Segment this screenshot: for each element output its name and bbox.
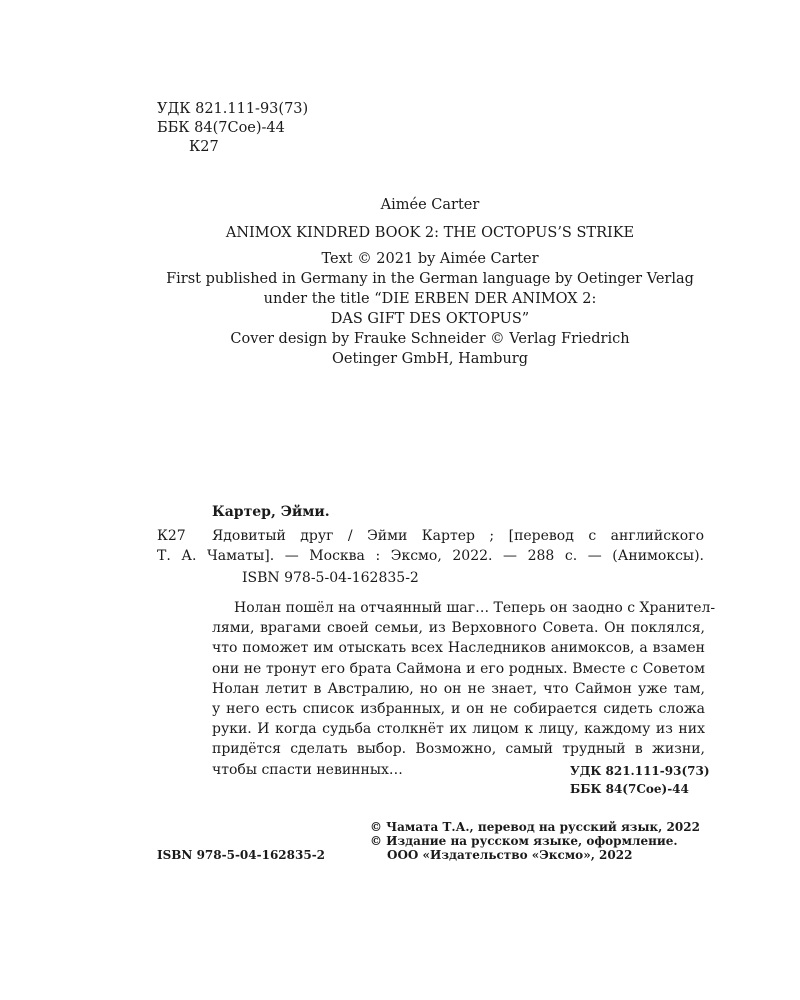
original-author: Aimée Carter <box>380 197 480 213</box>
author-mark: К27 <box>189 139 219 155</box>
udk-code: УДК 821.111-93(73) <box>157 101 309 117</box>
credit-line: Text © 2021 by Aimée Carter <box>321 251 539 267</box>
annotation-line: у него есть список избранных, и он не собирается сидеть сложа <box>212 701 705 718</box>
annotation-line: Нолан пошёл на отчаянный шаг… Теперь он заодно с Хранител- <box>234 600 716 616</box>
annotation-line: лями, врагами своей семьи, из Верховного Совета. Он поклялся, <box>212 620 705 637</box>
annotation-line: что поможет им отыскать всех Наследников анимоксов, а взамен <box>212 640 705 657</box>
isbn-bottom: ISBN 978-5-04-162835-2 <box>157 848 326 862</box>
annotation-line: они не тронут его брата Саймона и его родных. Вместе с Советом <box>212 660 705 677</box>
copyright-translation: © Чамата Т.А., перевод на русский язык, 2022 <box>370 820 700 834</box>
codes-right-block <box>570 762 710 798</box>
classification-block <box>157 100 308 157</box>
biblio-author-heading: Картер, Эйми. <box>212 504 330 520</box>
original-series-title: ANIMOX KINDRED BOOK 2: THE OCTOPUS’S STRIKE <box>225 225 635 241</box>
biblio-isbn: ISBN 978-5-04-162835-2 <box>242 570 419 586</box>
annotation-line: Нолан летит в Австралию, но он не знает, что Саймон уже там, <box>212 680 705 697</box>
biblio-author-mark: К27 <box>157 528 186 544</box>
credit-line: First published in Germany in the German language by Oetinger Verlag <box>166 271 694 287</box>
annotation-paragraph <box>212 598 716 780</box>
english-credits <box>0 195 800 369</box>
annotation-line: руки. И когда судьба столкнёт их лицом к лицу, каждому из них <box>212 721 705 738</box>
annotation-line: чтобы спасти невинных… <box>212 761 403 778</box>
credit-line: under the title “DIE ERBEN DER ANIMOX 2: <box>263 291 597 307</box>
copyright-edition: © Издание на русском языке, оформление. <box>370 834 678 848</box>
udk-code-bold: УДК 821.111-93(73) <box>570 764 710 778</box>
biblio-line: Т. А. Чаматы]. — Москва : Эксмо, 2022. — 288 с. — (Анимоксы). <box>157 548 704 564</box>
credit-line: Cover design by Frauke Schneider © Verlag Friedrich <box>230 331 630 347</box>
annotation-line: придётся сделать выбор. Возможно, самый трудный в жизни, <box>212 741 705 758</box>
copyright-publisher: ООО «Издательство «Эксмо», 2022 <box>387 848 633 862</box>
bbk-code: ББК 84(7Сое)-44 <box>157 120 285 136</box>
bbk-code-bold: ББК 84(7Сое)-44 <box>570 782 689 796</box>
copyright-block <box>370 820 700 862</box>
biblio-line: Ядовитый друг / Эйми Картер ; [перевод с английского <box>212 528 704 544</box>
credit-line: DAS GIFT DES OKTOPUS” <box>330 311 530 327</box>
credit-line: Oetinger GmbH, Hamburg <box>331 351 529 367</box>
